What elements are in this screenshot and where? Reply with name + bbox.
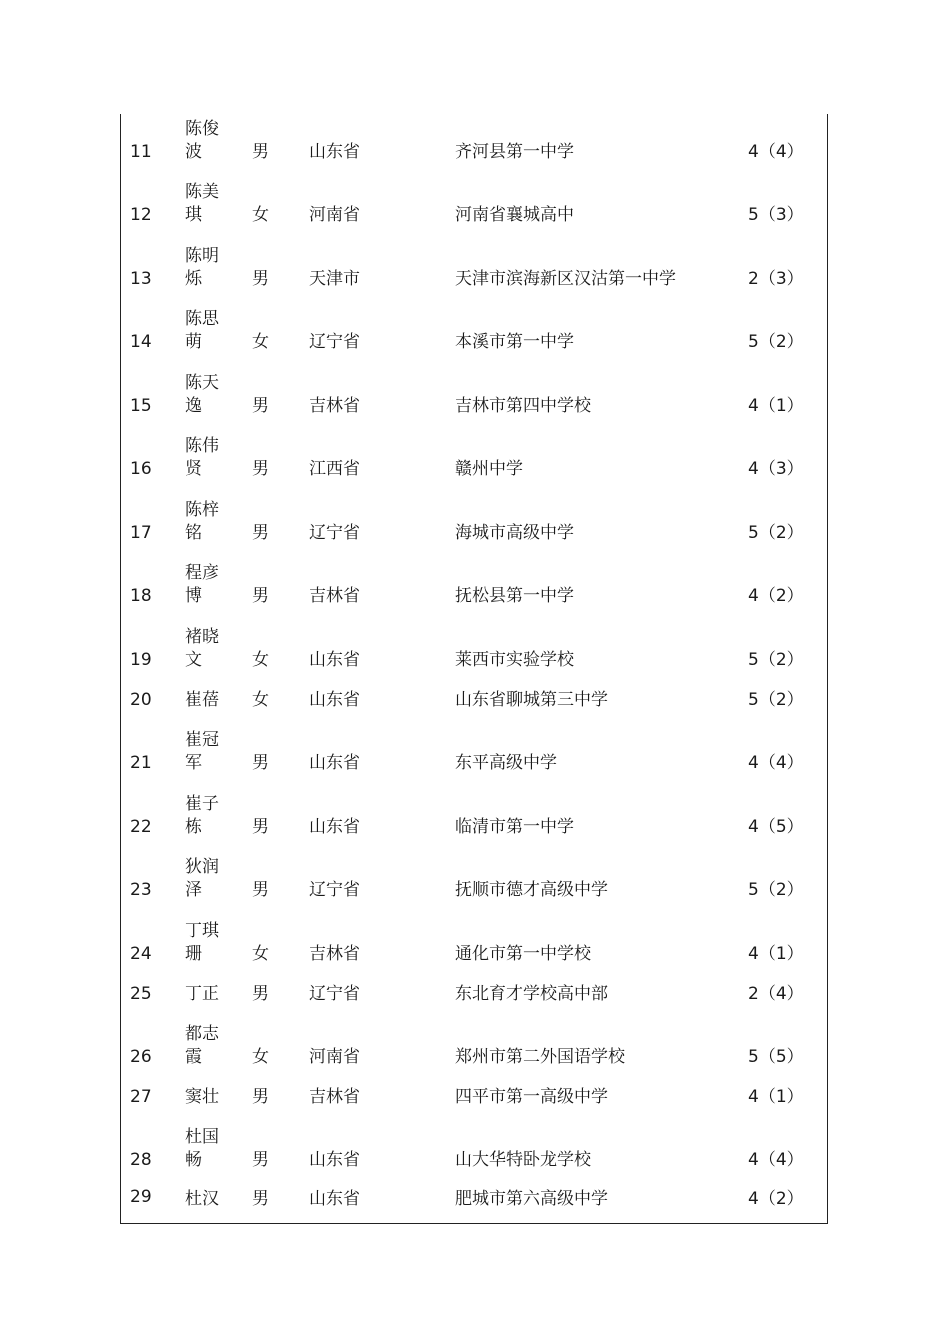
student-score: 4（1） xyxy=(748,1087,804,1107)
student-school: 临清市第一中学 xyxy=(455,817,574,837)
row-number: 21 xyxy=(130,753,152,773)
student-score: 5（2） xyxy=(748,332,804,352)
student-name: 杜国畅 xyxy=(185,1127,219,1170)
student-gender: 男 xyxy=(252,269,269,289)
student-name: 陈美琪 xyxy=(185,182,219,225)
student-gender: 女 xyxy=(252,690,269,710)
student-province: 山东省 xyxy=(309,650,360,670)
student-province: 吉林省 xyxy=(309,396,360,416)
student-gender: 男 xyxy=(252,753,269,773)
row-number: 29 xyxy=(130,1187,152,1207)
student-school: 赣州中学 xyxy=(455,459,523,479)
student-school: 本溪市第一中学 xyxy=(455,332,574,352)
student-school: 海城市高级中学 xyxy=(455,523,574,543)
student-name: 陈梓铭 xyxy=(185,500,219,543)
student-gender: 男 xyxy=(252,817,269,837)
student-gender: 男 xyxy=(252,880,269,900)
student-gender: 男 xyxy=(252,459,269,479)
row-number: 23 xyxy=(130,880,152,900)
student-school: 东平高级中学 xyxy=(455,753,557,773)
student-score: 4（4） xyxy=(748,142,804,162)
student-gender: 男 xyxy=(252,1087,269,1107)
student-gender: 女 xyxy=(252,205,269,225)
row-number: 24 xyxy=(130,944,152,964)
student-name: 陈伟贤 xyxy=(185,436,219,479)
student-school: 齐河县第一中学 xyxy=(455,142,574,162)
student-name: 丁正 xyxy=(185,984,219,1004)
student-province: 吉林省 xyxy=(309,1087,360,1107)
student-school: 通化市第一中学校 xyxy=(455,944,591,964)
student-gender: 男 xyxy=(252,523,269,543)
student-name: 陈天逸 xyxy=(185,373,219,416)
student-school: 抚顺市德才高级中学 xyxy=(455,880,608,900)
student-score: 4（3） xyxy=(748,459,804,479)
student-gender: 男 xyxy=(252,1150,269,1170)
student-score: 4（5） xyxy=(748,817,804,837)
row-number: 27 xyxy=(130,1087,152,1107)
student-province: 山东省 xyxy=(309,690,360,710)
student-name: 陈明烁 xyxy=(185,246,219,289)
row-number: 11 xyxy=(130,142,152,162)
row-number: 16 xyxy=(130,459,152,479)
student-gender: 男 xyxy=(252,1189,269,1209)
student-province: 江西省 xyxy=(309,459,360,479)
student-school: 东北育才学校高中部 xyxy=(455,984,608,1004)
row-number: 14 xyxy=(130,332,152,352)
student-name: 褚晓文 xyxy=(185,627,219,670)
student-school: 莱西市实验学校 xyxy=(455,650,574,670)
student-school: 天津市滨海新区汉沽第一中学 xyxy=(455,269,676,289)
student-score: 5（2） xyxy=(748,690,804,710)
row-number: 26 xyxy=(130,1047,152,1067)
student-province: 河南省 xyxy=(309,1047,360,1067)
student-province: 山东省 xyxy=(309,753,360,773)
student-name: 崔子栋 xyxy=(185,794,219,837)
row-number: 19 xyxy=(130,650,152,670)
row-number: 22 xyxy=(130,817,152,837)
student-score: 5（2） xyxy=(748,650,804,670)
student-gender: 女 xyxy=(252,944,269,964)
row-number: 17 xyxy=(130,523,152,543)
student-score: 4（1） xyxy=(748,396,804,416)
student-gender: 男 xyxy=(252,984,269,1004)
roster-table xyxy=(120,114,828,1224)
student-gender: 女 xyxy=(252,332,269,352)
student-score: 4（2） xyxy=(748,1189,804,1209)
student-score: 2（4） xyxy=(748,984,804,1004)
student-score: 5（2） xyxy=(748,523,804,543)
student-school: 吉林市第四中学校 xyxy=(455,396,591,416)
student-province: 辽宁省 xyxy=(309,332,360,352)
student-school: 山大华特卧龙学校 xyxy=(455,1150,591,1170)
student-name: 丁琪珊 xyxy=(185,921,219,964)
student-school: 抚松县第一中学 xyxy=(455,586,574,606)
student-school: 山东省聊城第三中学 xyxy=(455,690,608,710)
student-name: 崔冠军 xyxy=(185,730,219,773)
student-province: 山东省 xyxy=(309,1150,360,1170)
row-number: 28 xyxy=(130,1150,152,1170)
student-name: 崔蓓 xyxy=(185,690,219,710)
student-gender: 男 xyxy=(252,586,269,606)
student-gender: 男 xyxy=(252,396,269,416)
student-gender: 女 xyxy=(252,650,269,670)
student-name: 窦壮 xyxy=(185,1087,219,1107)
student-score: 5（5） xyxy=(748,1047,804,1067)
row-number: 13 xyxy=(130,269,152,289)
student-school: 河南省襄城高中 xyxy=(455,205,574,225)
student-name: 陈俊波 xyxy=(185,119,219,162)
student-province: 天津市 xyxy=(309,269,360,289)
student-name: 陈思萌 xyxy=(185,309,219,352)
row-number: 18 xyxy=(130,586,152,606)
student-score: 4（4） xyxy=(748,753,804,773)
student-name: 狄润泽 xyxy=(185,857,219,900)
student-name: 杜汉 xyxy=(185,1189,219,1209)
row-number: 25 xyxy=(130,984,152,1004)
row-number: 15 xyxy=(130,396,152,416)
student-province: 辽宁省 xyxy=(309,523,360,543)
student-score: 5（3） xyxy=(748,205,804,225)
student-school: 肥城市第六高级中学 xyxy=(455,1189,608,1209)
student-province: 吉林省 xyxy=(309,586,360,606)
student-province: 山东省 xyxy=(309,1189,360,1209)
student-gender: 男 xyxy=(252,142,269,162)
student-score: 4（2） xyxy=(748,586,804,606)
student-gender: 女 xyxy=(252,1047,269,1067)
student-province: 山东省 xyxy=(309,142,360,162)
student-score: 5（2） xyxy=(748,880,804,900)
row-number: 20 xyxy=(130,690,152,710)
student-name: 程彦博 xyxy=(185,563,219,606)
student-province: 山东省 xyxy=(309,817,360,837)
student-score: 2（3） xyxy=(748,269,804,289)
student-name: 都志霞 xyxy=(185,1024,219,1067)
student-province: 辽宁省 xyxy=(309,880,360,900)
student-school: 郑州市第二外国语学校 xyxy=(455,1047,625,1067)
student-province: 河南省 xyxy=(309,205,360,225)
student-province: 辽宁省 xyxy=(309,984,360,1004)
student-score: 4（4） xyxy=(748,1150,804,1170)
student-province: 吉林省 xyxy=(309,944,360,964)
student-score: 4（1） xyxy=(748,944,804,964)
student-school: 四平市第一高级中学 xyxy=(455,1087,608,1107)
row-number: 12 xyxy=(130,205,152,225)
